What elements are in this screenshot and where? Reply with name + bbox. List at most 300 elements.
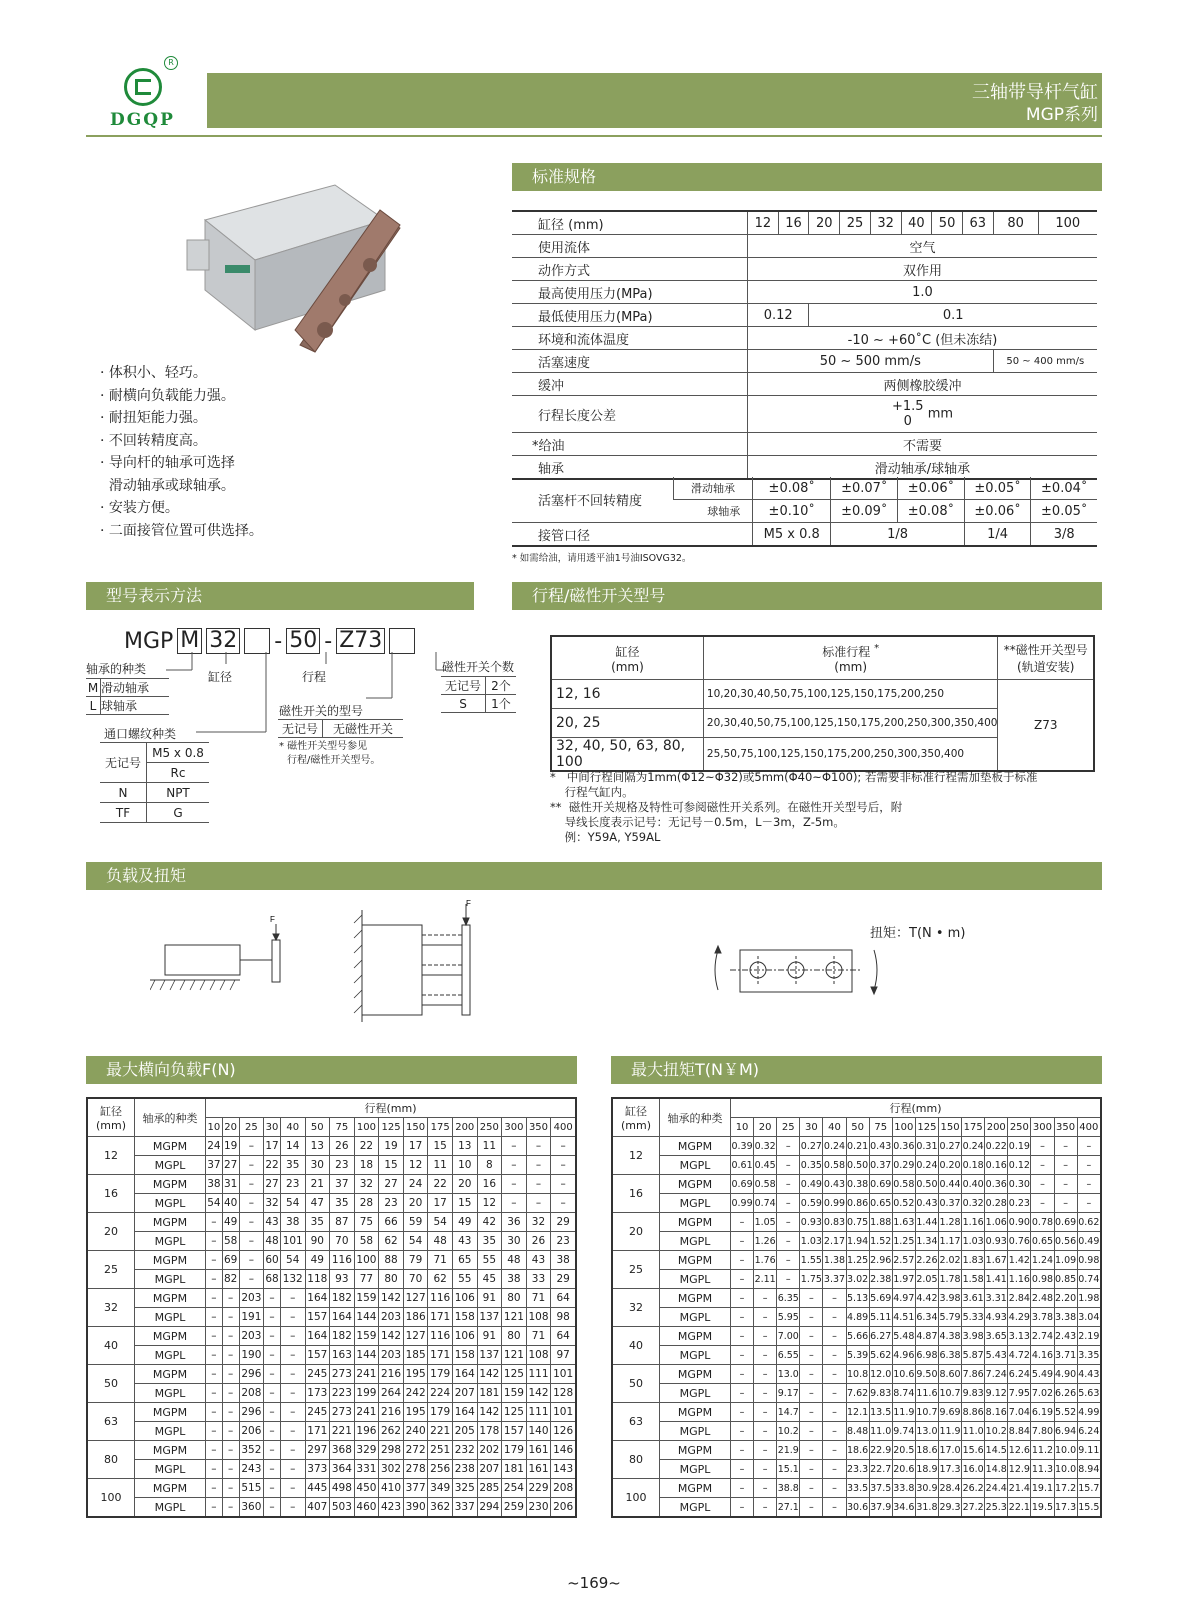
guide-load-diagram	[350, 900, 490, 1030]
value-cell: –	[206, 1422, 223, 1441]
value-cell: 1.09	[1054, 1251, 1077, 1270]
value-cell: 80	[502, 1289, 527, 1308]
value-cell: 0.31	[915, 1137, 938, 1156]
table-row	[612, 1232, 1101, 1251]
value-cell: 32	[264, 1194, 281, 1213]
value-cell: 25.3	[985, 1498, 1008, 1518]
bore-cell: 12	[748, 211, 779, 235]
value-cell: 1.98	[1077, 1289, 1101, 1308]
value-cell: 7.00	[777, 1327, 800, 1346]
value-cell: 0.32	[962, 1194, 985, 1213]
value-cell: –	[551, 1194, 576, 1213]
value-cell: 14	[280, 1137, 305, 1156]
value-cell: 17.3	[938, 1460, 961, 1479]
value-cell: 90	[305, 1232, 330, 1251]
value-cell: 12.0	[869, 1365, 892, 1384]
value-cell: 0.36	[892, 1137, 915, 1156]
spec-value: ±0.09˚	[831, 500, 898, 523]
value-cell: –	[206, 1384, 223, 1403]
value-cell: 49	[305, 1251, 330, 1270]
value-cell: 8.84	[1008, 1422, 1031, 1441]
value-cell: –	[222, 1441, 239, 1460]
value-cell: 158	[452, 1308, 477, 1327]
stroke-header-cell: 175	[428, 1118, 453, 1137]
stroke-header-cell: 200	[985, 1118, 1008, 1137]
value-cell: 1.63	[892, 1213, 915, 1232]
bearing-model-cell: MGPL	[135, 1346, 206, 1365]
bearing-model-cell: MGPL	[135, 1498, 206, 1518]
value-cell: 140	[526, 1422, 551, 1441]
page-number: ~169~	[567, 1574, 621, 1592]
value-cell: 126	[551, 1422, 576, 1441]
value-cell: –	[502, 1156, 527, 1175]
value-cell: 0.50	[846, 1156, 869, 1175]
force-label: F	[270, 915, 275, 924]
value-cell: –	[222, 1308, 239, 1327]
bearing-model-cell: MGPL	[660, 1460, 731, 1479]
value-cell: 10.2	[777, 1422, 800, 1441]
value-cell: 14.8	[985, 1460, 1008, 1479]
value-cell: –	[264, 1441, 281, 1460]
value-cell: 157	[502, 1422, 527, 1441]
value-cell: 6.38	[938, 1346, 961, 1365]
value-cell: –	[206, 1308, 223, 1327]
value-cell: 377	[403, 1479, 428, 1498]
value-cell: 360	[239, 1498, 264, 1518]
value-cell: –	[264, 1289, 281, 1308]
value-cell: 2.05	[915, 1270, 938, 1289]
value-cell: 26.2	[962, 1479, 985, 1498]
value-cell: 101	[551, 1403, 576, 1422]
value-cell: –	[206, 1479, 223, 1498]
value-cell: 11.3	[1031, 1460, 1054, 1479]
value-cell: 98	[551, 1308, 576, 1327]
value-cell: 116	[428, 1289, 453, 1308]
table-row	[87, 1289, 576, 1308]
section-max-load-bar: 最大横向负载F(N)	[86, 1056, 577, 1084]
stroke-header-cell: 25	[777, 1118, 800, 1137]
table-row	[612, 1194, 1101, 1213]
value-cell: 11	[477, 1137, 502, 1156]
section-model-bar: 型号表示方法	[86, 582, 474, 610]
table-row	[87, 1403, 576, 1422]
value-cell: 27	[222, 1156, 239, 1175]
value-cell: –	[280, 1308, 305, 1327]
value-cell: 179	[428, 1403, 453, 1422]
value-cell: 164	[305, 1289, 330, 1308]
value-cell: 142	[477, 1365, 502, 1384]
value-cell: 111	[526, 1403, 551, 1422]
value-cell: 6.98	[915, 1346, 938, 1365]
spec-label: 行程长度公差	[512, 396, 748, 433]
value-cell: 132	[280, 1270, 305, 1289]
bearing-label: 球轴承	[674, 500, 753, 523]
value-cell: 4.87	[915, 1327, 938, 1346]
value-cell: 60	[264, 1251, 281, 1270]
value-cell: 2.57	[892, 1251, 915, 1270]
value-cell: –	[551, 1156, 576, 1175]
value-cell: 450	[354, 1479, 379, 1498]
value-cell: 4.43	[1077, 1365, 1101, 1384]
stroke-values: 20,30,40,50,75,100,125,150,175,200,250,300,350,400	[703, 709, 998, 738]
stroke-header-cell: 250	[477, 1118, 502, 1137]
value-cell: 196	[354, 1422, 379, 1441]
spec-label: 动作方式	[512, 258, 748, 281]
table-row	[612, 1498, 1101, 1518]
spec-label: 活塞速度	[512, 350, 748, 373]
table-row	[612, 1479, 1101, 1498]
value-cell: –	[731, 1422, 754, 1441]
value-cell: –	[239, 1213, 264, 1232]
value-cell: 17.2	[1054, 1479, 1077, 1498]
value-cell: 242	[403, 1384, 428, 1403]
value-cell: 22.7	[869, 1460, 892, 1479]
bearing-model-cell: MGPL	[135, 1422, 206, 1441]
table-row	[87, 1213, 576, 1232]
value-cell: 121	[502, 1346, 527, 1365]
value-cell: –	[206, 1498, 223, 1518]
value-cell: –	[800, 1441, 823, 1460]
value-cell: –	[754, 1346, 777, 1365]
bore-cell: 20	[612, 1213, 660, 1251]
bearing-model-cell: MGPM	[135, 1251, 206, 1270]
bore-cell: 80	[87, 1441, 135, 1479]
value-cell: 79	[403, 1251, 428, 1270]
value-cell: 142	[477, 1403, 502, 1422]
stroke-header-cell: 20	[222, 1118, 239, 1137]
bore-cell: 63	[962, 211, 993, 235]
value-cell: –	[731, 1441, 754, 1460]
value-cell: –	[526, 1156, 551, 1175]
value-cell: 206	[551, 1498, 576, 1518]
value-cell: 5.62	[869, 1346, 892, 1365]
value-cell: 5.95	[777, 1308, 800, 1327]
value-cell: 157	[305, 1308, 330, 1327]
col-bearing: 轴承的种类	[660, 1098, 731, 1137]
value-cell: 35	[280, 1156, 305, 1175]
value-cell: 157	[305, 1346, 330, 1365]
value-cell: 0.27	[800, 1137, 823, 1156]
section-stroke-bar: 行程/磁性开关型号	[512, 582, 1102, 610]
value-cell: –	[526, 1194, 551, 1213]
value-cell: 2.74	[1031, 1327, 1054, 1346]
value-cell: 80	[502, 1327, 527, 1346]
stroke-header-cell: 150	[938, 1118, 961, 1137]
value-cell: 48	[264, 1232, 281, 1251]
value-cell: 298	[379, 1441, 404, 1460]
value-cell: 0.35	[800, 1156, 823, 1175]
value-cell: 0.85	[1054, 1270, 1077, 1289]
bearing-label: 滑动轴承	[674, 477, 753, 500]
spec-value: 1.0	[748, 281, 1098, 304]
value-cell: 16.0	[962, 1460, 985, 1479]
value-cell: 30	[305, 1156, 330, 1175]
value-cell: 9.83	[869, 1384, 892, 1403]
value-cell: 498	[330, 1479, 355, 1498]
value-cell: 77	[354, 1270, 379, 1289]
value-cell: 3.61	[962, 1289, 985, 1308]
value-cell: 329	[354, 1441, 379, 1460]
value-cell: 1.05	[754, 1213, 777, 1232]
value-cell: –	[731, 1251, 754, 1270]
value-cell: 58	[354, 1232, 379, 1251]
value-cell: –	[264, 1460, 281, 1479]
value-cell: 0.83	[823, 1213, 846, 1232]
spec-footnote: * 如需给油，请用透平油1号油ISOVG32。	[512, 553, 692, 564]
model-box-bearing: M	[177, 628, 202, 654]
table-row	[87, 1137, 576, 1156]
col-bore: 缸径	[625, 1105, 647, 1118]
value-cell: 203	[239, 1327, 264, 1346]
value-cell: 23	[280, 1175, 305, 1194]
value-cell: 0.37	[938, 1194, 961, 1213]
value-cell: 75	[354, 1213, 379, 1232]
value-cell: 0.93	[800, 1213, 823, 1232]
value-cell: 14.5	[985, 1441, 1008, 1460]
value-cell: 1.34	[915, 1232, 938, 1251]
model-dash: -	[324, 628, 333, 654]
stroke-header-cell: 350	[1054, 1118, 1077, 1137]
value-cell: 0.99	[823, 1194, 846, 1213]
value-cell: 331	[354, 1460, 379, 1479]
bearing-model-cell: MGPM	[135, 1327, 206, 1346]
bearing-model-cell: MGPM	[135, 1479, 206, 1498]
value-cell: –	[731, 1289, 754, 1308]
value-cell: 1.94	[846, 1232, 869, 1251]
value-cell: 1.06	[985, 1213, 1008, 1232]
stroke-header-cell: 40	[823, 1118, 846, 1137]
value-cell: 1.83	[962, 1251, 985, 1270]
value-cell: 23	[379, 1194, 404, 1213]
value-cell: 5.69	[869, 1289, 892, 1308]
value-cell: –	[280, 1460, 305, 1479]
value-cell: –	[1031, 1194, 1054, 1213]
table-row	[612, 1403, 1101, 1422]
value-cell: 0.75	[846, 1213, 869, 1232]
value-cell: 15	[452, 1194, 477, 1213]
value-cell: –	[1054, 1194, 1077, 1213]
value-cell: 7.24	[985, 1365, 1008, 1384]
value-cell: 13	[452, 1137, 477, 1156]
value-cell: 54	[206, 1194, 223, 1213]
value-cell: 251	[428, 1441, 453, 1460]
table-row	[612, 1384, 1101, 1403]
table-row	[612, 1270, 1101, 1289]
value-cell: 460	[354, 1498, 379, 1518]
col-bore-unit: (mm)	[620, 1119, 651, 1132]
bearing-model-cell: MGPM	[660, 1175, 731, 1194]
value-cell: 5.43	[985, 1346, 1008, 1365]
value-cell: –	[1077, 1194, 1101, 1213]
value-cell: –	[731, 1213, 754, 1232]
value-cell: 13.0	[915, 1422, 938, 1441]
value-cell: 10.8	[846, 1365, 869, 1384]
value-cell: 38	[206, 1175, 223, 1194]
stroke-notes	[550, 770, 1037, 845]
value-cell: –	[823, 1346, 846, 1365]
bore-cell: 100	[1038, 211, 1097, 235]
value-cell: 13.0	[777, 1365, 800, 1384]
bearing-model-cell: MGPM	[660, 1365, 731, 1384]
value-cell: 43	[452, 1232, 477, 1251]
table-row	[87, 1175, 576, 1194]
value-cell: –	[823, 1365, 846, 1384]
value-cell: –	[280, 1327, 305, 1346]
value-cell: 0.62	[1077, 1213, 1101, 1232]
value-cell: 0.20	[938, 1156, 961, 1175]
value-cell: 38.8	[777, 1479, 800, 1498]
value-cell: –	[800, 1479, 823, 1498]
switch-name: 无磁性开关	[323, 720, 404, 738]
value-cell: 171	[428, 1346, 453, 1365]
side-load-diagram	[150, 910, 300, 1005]
value-cell: –	[502, 1137, 527, 1156]
value-cell: 264	[379, 1384, 404, 1403]
spec-value: 1/8	[831, 523, 964, 547]
value-cell: 240	[403, 1422, 428, 1441]
value-cell: –	[1077, 1175, 1101, 1194]
value-cell: 34.6	[892, 1498, 915, 1518]
value-cell: 0.61	[731, 1156, 754, 1175]
value-cell: 8.60	[938, 1365, 961, 1384]
model-box-stroke: 50	[286, 628, 320, 654]
value-cell: 0.65	[1031, 1232, 1054, 1251]
value-cell: –	[206, 1403, 223, 1422]
value-cell: 0.43	[915, 1194, 938, 1213]
value-cell: 26	[330, 1137, 355, 1156]
value-cell: –	[526, 1175, 551, 1194]
torque-diagram	[710, 940, 885, 1010]
value-cell: 27	[264, 1175, 281, 1194]
value-cell: 27	[379, 1175, 404, 1194]
value-cell: 69	[222, 1251, 239, 1270]
value-cell: 33.8	[892, 1479, 915, 1498]
feature-item: · 体积小、轻巧。	[100, 365, 207, 381]
value-cell: 4.96	[892, 1346, 915, 1365]
value-cell: 4.42	[915, 1289, 938, 1308]
value-cell: 6.24	[1008, 1365, 1031, 1384]
value-cell: 159	[502, 1384, 527, 1403]
value-cell: 23	[330, 1156, 355, 1175]
value-cell: –	[777, 1137, 800, 1156]
value-cell: 21	[305, 1175, 330, 1194]
value-cell: 0.76	[1008, 1232, 1031, 1251]
value-cell: 208	[239, 1384, 264, 1403]
spec-value: 不需要	[748, 433, 1098, 456]
value-cell: 5.11	[869, 1308, 892, 1327]
value-cell: 1.17	[938, 1232, 961, 1251]
value-cell: 302	[379, 1460, 404, 1479]
spec-value: ±0.05˚	[1031, 500, 1097, 523]
value-cell: 20.5	[892, 1441, 915, 1460]
value-cell: 0.98	[1077, 1251, 1101, 1270]
stroke-header-cell: 125	[915, 1118, 938, 1137]
value-cell: 15.6	[962, 1441, 985, 1460]
value-cell: –	[800, 1460, 823, 1479]
value-cell: 30.9	[915, 1479, 938, 1498]
value-cell: 191	[239, 1308, 264, 1327]
value-cell: –	[264, 1327, 281, 1346]
bearing-model-cell: MGPM	[135, 1213, 206, 1232]
value-cell: 273	[330, 1403, 355, 1422]
value-cell: –	[800, 1498, 823, 1518]
value-cell: –	[239, 1270, 264, 1289]
value-cell: 0.44	[938, 1175, 961, 1194]
bearing-type-table	[86, 678, 169, 715]
value-cell: –	[239, 1156, 264, 1175]
value-cell: 6.27	[869, 1327, 892, 1346]
value-cell: 18	[354, 1156, 379, 1175]
table-row	[87, 1194, 576, 1213]
value-cell: 55	[452, 1270, 477, 1289]
value-cell: 11	[428, 1156, 453, 1175]
value-cell: 245	[305, 1403, 330, 1422]
value-cell: 1.67	[985, 1251, 1008, 1270]
value-cell: 4.72	[1008, 1346, 1031, 1365]
stroke-switch-table	[550, 635, 1095, 772]
value-cell: 2.11	[754, 1270, 777, 1289]
value-cell: 24	[403, 1175, 428, 1194]
value-cell: 70	[403, 1270, 428, 1289]
value-cell: –	[280, 1403, 305, 1422]
spec-label: 接管口径	[512, 523, 753, 547]
tol-unit: mm	[927, 406, 954, 422]
value-cell: –	[731, 1365, 754, 1384]
value-cell: 54	[280, 1251, 305, 1270]
stroke-values: 10,20,30,40,50,75,100,125,150,175,200,250	[703, 680, 998, 709]
spec-value: 0.12	[748, 304, 809, 327]
value-cell: 68	[264, 1270, 281, 1289]
value-cell: 325	[452, 1479, 477, 1498]
value-cell: 159	[354, 1289, 379, 1308]
value-cell: 423	[379, 1498, 404, 1518]
value-cell: 80	[379, 1270, 404, 1289]
col-bore: 缸径	[615, 644, 640, 659]
value-cell: –	[777, 1175, 800, 1194]
value-cell: –	[1054, 1137, 1077, 1156]
value-cell: –	[754, 1422, 777, 1441]
value-cell: 241	[354, 1365, 379, 1384]
thread-code: TF	[100, 803, 147, 823]
value-cell: 0.22	[985, 1137, 1008, 1156]
bearing-model-cell: MGPM	[135, 1365, 206, 1384]
thread-name: NPT	[147, 783, 210, 803]
table-row	[87, 1422, 576, 1441]
switch-note-line: 行程/磁性开关型号。	[287, 755, 381, 766]
spec-value: ±0.05˚	[964, 477, 1031, 500]
table-row	[87, 1460, 576, 1479]
table-row	[87, 1327, 576, 1346]
value-cell: 0.58	[823, 1156, 846, 1175]
bearing-model-cell: MGPL	[135, 1232, 206, 1251]
value-cell: 206	[239, 1422, 264, 1441]
value-cell: 128	[551, 1384, 576, 1403]
bore-cell: 80	[993, 211, 1038, 235]
value-cell: 179	[502, 1441, 527, 1460]
thread-name: M5 x 0.8	[147, 743, 210, 763]
page-title: 三轴带导杆气缸	[972, 82, 1098, 103]
bearing-model-cell: MGPM	[135, 1137, 206, 1156]
bearing-model-cell: MGPM	[135, 1403, 206, 1422]
value-cell: 3.78	[1031, 1308, 1054, 1327]
value-cell: 6.19	[1031, 1403, 1054, 1422]
value-cell: 182	[330, 1327, 355, 1346]
value-cell: 13.5	[869, 1403, 892, 1422]
value-cell: 407	[305, 1498, 330, 1518]
value-cell: –	[280, 1384, 305, 1403]
value-cell: 23	[551, 1232, 576, 1251]
spec-value: ±0.07˚	[831, 477, 898, 500]
